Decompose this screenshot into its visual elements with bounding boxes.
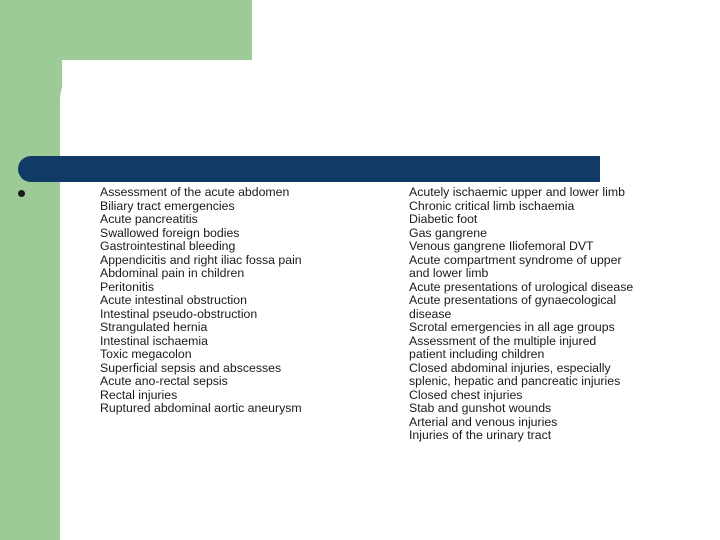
list-item: Closed chest injuries	[409, 387, 523, 402]
list-item: Acute compartment syndrome of upper	[409, 252, 622, 267]
list-item: Acute presentations of urological disease	[409, 279, 634, 294]
list-item: Acute pancreatitis	[100, 212, 198, 226]
list-item: Chronic critical limb ischaemia	[409, 198, 575, 213]
list-item: disease	[409, 306, 452, 321]
green-side-strip	[0, 0, 62, 540]
list-item: splenic, hepatic and pancreatic injuries	[409, 374, 621, 388]
bullet-icon	[18, 190, 25, 197]
list-item: Biliary tract emergencies	[100, 198, 235, 213]
list-item: Assessment of the multiple injured	[409, 333, 597, 348]
list-item: Acutely ischaemic upper and lower limb	[409, 185, 625, 199]
list-item: Peritonitis	[100, 279, 154, 294]
list-item: Stab and gunshot wounds	[409, 401, 552, 415]
list-item: Superficial sepsis and abscesses	[100, 360, 282, 375]
list-item: Acute intestinal obstruction	[100, 293, 247, 307]
list-item: Gas gangrene	[409, 225, 487, 240]
list-item: Diabetic foot	[409, 212, 478, 226]
list-item: Abdominal pain in children	[100, 266, 245, 280]
list-item: Closed abdominal injuries, especially	[409, 360, 611, 375]
list-item: Acute presentations of gynaecological	[409, 293, 617, 307]
list-item: Acute ano-rectal sepsis	[100, 374, 228, 388]
list-item: and lower limb	[409, 266, 489, 280]
list-item: Assessment of the acute abdomen	[100, 185, 290, 199]
list-item: Scrotal emergencies in all age groups	[409, 320, 615, 334]
list-item: Intestinal ischaemia	[100, 333, 208, 348]
right-topic-list	[409, 186, 679, 443]
list-item: Venous gangrene Iliofemoral DVT	[409, 239, 594, 253]
list-item: Rectal injuries	[100, 387, 178, 402]
list-item: patient including children	[409, 347, 545, 361]
list-item: Swallowed foreign bodies	[100, 225, 240, 240]
list-item: Strangulated hernia	[100, 320, 208, 334]
list-item: Gastrointestinal bleeding	[100, 239, 236, 253]
title-bar	[18, 156, 600, 182]
list-item: Appendicitis and right iliac fossa pain	[100, 252, 302, 267]
list-item: Intestinal pseudo-obstruction	[100, 306, 258, 321]
left-topic-list	[100, 186, 400, 416]
list-item: Ruptured abdominal aortic aneurysm	[100, 401, 302, 415]
list-item: Arterial and venous injuries	[409, 414, 558, 429]
list-item: Toxic megacolon	[100, 347, 192, 361]
list-item: Injuries of the urinary tract	[409, 428, 552, 442]
